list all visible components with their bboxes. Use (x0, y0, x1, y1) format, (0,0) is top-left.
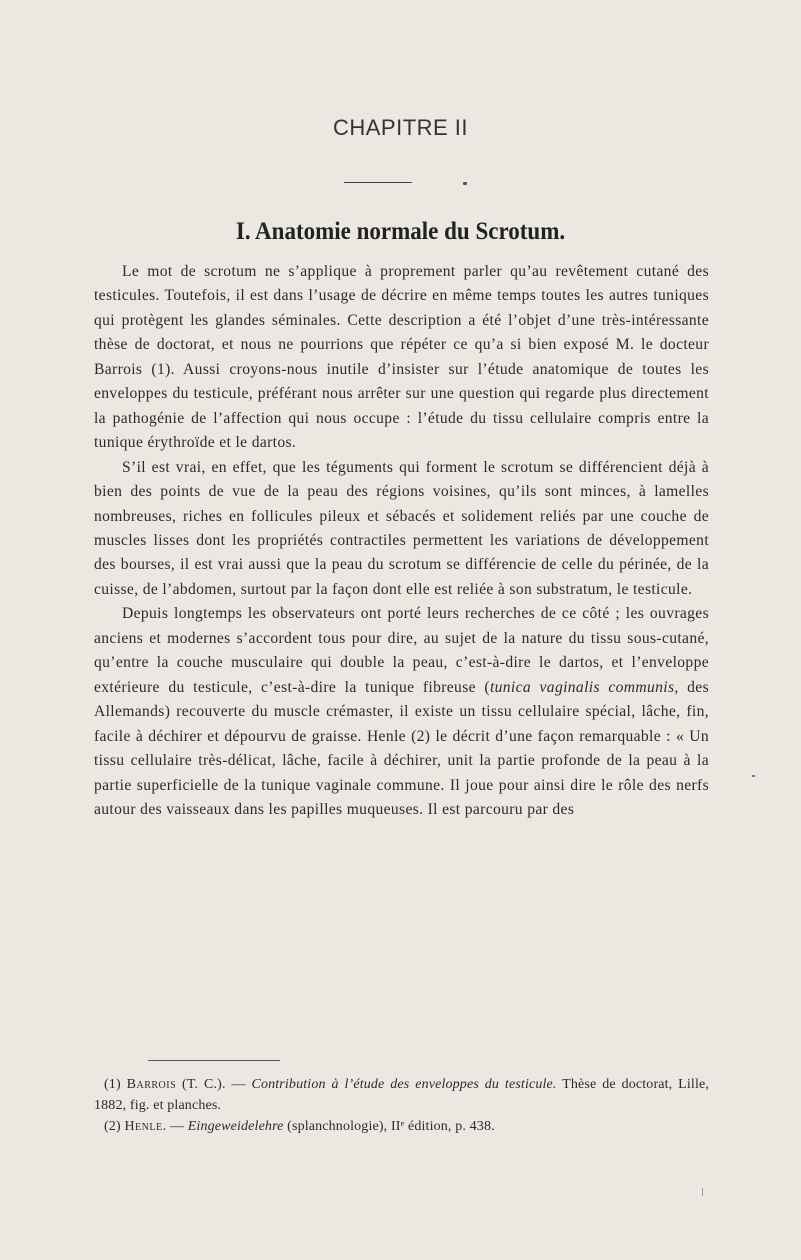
paragraph-3 (94, 602, 709, 822)
footnote-2-rest: (splanchnologie), IIᵉ édition, p. 438. (283, 1119, 495, 1134)
section-title: I. Anatomie normale du Scrotum. (235, 218, 566, 245)
footnote-2-author-rest: . — (162, 1119, 188, 1134)
footnote-1-author: Barrois (126, 1077, 177, 1092)
chapter-heading: CHAPITRE II (332, 115, 469, 140)
paragraph-3-text-b: , des Allemands) recouverte du muscle crémaster, il existe un tissu cellulaire spécial, lâche, fin, facile à déchirer et dépourvu de graisse. Henle (2) le décrit d’une façon remarquable : « Un tissu cellulaire très-délicat, lâche, facile à déchirer, unit la partie profonde de la peau à la partie superficielle de la tunique vaginale commune. Il joue pour ainsi dire le rôle des nerfs autour des vaisseaux dans les papilles muqueuses. Il est parcouru par des (94, 678, 709, 818)
footnote-rule (148, 1060, 280, 1061)
heading-rule (344, 182, 412, 183)
paragraph-3-text-a: Depuis longtemps les observateurs ont porté leurs recherches de ce côté ; les ouvrages anciens et modernes s’accordent tous pour dire, au sujet de la nature du tissu sous-cutané, qu’entre la couche musculaire qui double la peau, c’est-à-dire le dartos, et l’enveloppe extérieure du testicule, c’est-à-dire la tunique fibreuse ( (94, 605, 709, 696)
footnote-1-rest: Thèse de doctorat, Lille, 1882, fig. et planches. (94, 1077, 709, 1113)
footnote-2 (94, 1116, 709, 1137)
margin-mark (752, 775, 755, 777)
footnote-2-author: Henle (124, 1119, 163, 1134)
paragraph-3-italic: tunica vaginalis communis (489, 678, 675, 696)
footnote-2-title: Eingeweidelehre (187, 1119, 284, 1134)
footnote-1-author-rest: (T. C.). — (176, 1077, 252, 1092)
body-text (94, 260, 709, 822)
footnote-1-number: (1) (104, 1077, 121, 1092)
paragraph-2: S’il est vrai, en effet, que les téguments qui forment le scrotum se différencient déjà à bien des points de vue de la peau des régions voisines, qu’ils sont minces, à lamelles nombreuses, riches en follicules pileux et sébacés et solidement reliés par une couche de muscles lisses dont les propriétés contractiles permettent les variations de développement des bourses, il est vrai aussi que la peau du scrotum se différencie de celle du périnée, de la cuisse, de l’abdomen, surtout par la façon dont elle est reliée à son substratum, le testicule. (94, 458, 709, 598)
ink-speck (463, 182, 467, 185)
paragraph-1: Le mot de scrotum ne s’applique à proprement parler qu’au revêtement cutané des testicules. Toutefois, il est dans l’usage de décrire en même temps toutes les autres tuniques qui protègent les glandes séminales. Cette description a été l’objet d’une très-intéressante thèse de doctorat, et nous ne pourrions que répéter ce qu’a si bien exposé M. le docteur Barrois (1). Aussi croyons-nous inutile d’insister sur l’étude anatomique de toutes les enveloppes du testicule, préférant nous arrêter sur une question qui regarde plus directement la pathogénie de l’affection qui nous occupe : l’étude du tissu cellulaire compris entre la tunique érythroïde et le dartos. (94, 263, 709, 452)
margin-tick (702, 1188, 703, 1196)
footnote-2-number: (2) (104, 1119, 121, 1134)
footnotes (94, 1074, 709, 1137)
footnote-1-title: Contribution à l’étude des enveloppes du testicule. (251, 1077, 557, 1092)
footnote-1 (94, 1074, 709, 1116)
